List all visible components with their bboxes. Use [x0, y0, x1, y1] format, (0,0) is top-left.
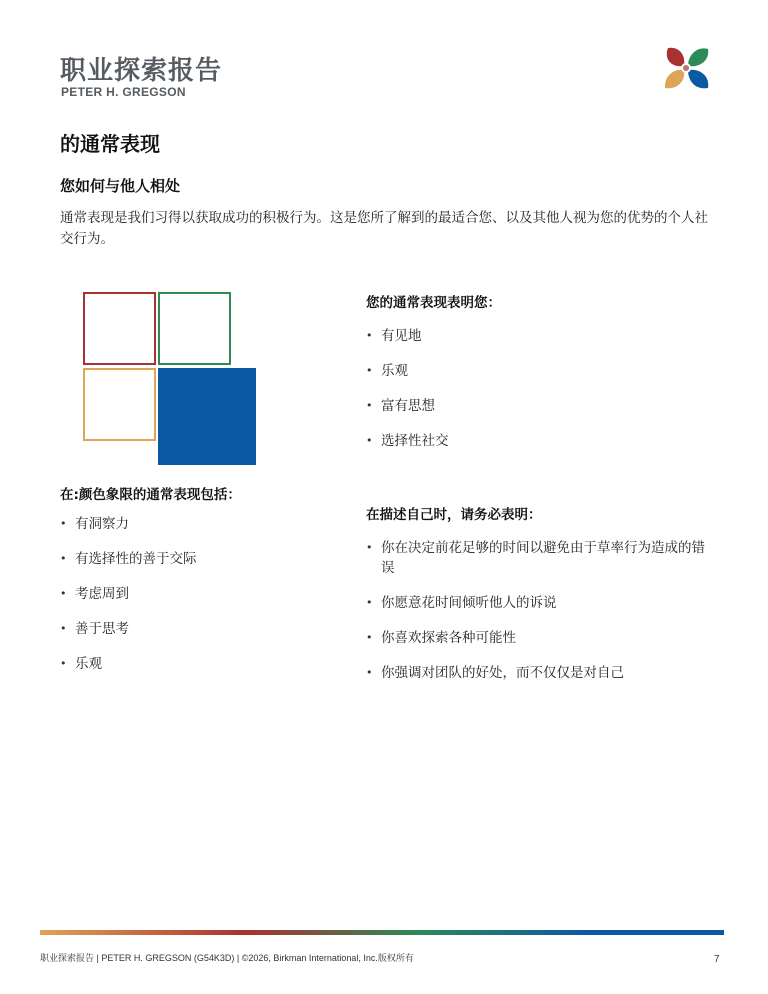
indicates-list	[366, 326, 706, 466]
footer-text: 职业探索报告 | PETER H. GREGSON (G54K3D) | ©2026, Birkman International, Inc.版权所有	[40, 953, 414, 963]
person-name: PETER H. GREGSON	[61, 85, 186, 99]
blue-quadrant	[158, 368, 256, 465]
list-item: • 有选择性的善于交际	[60, 549, 320, 569]
list-item: • 你喜欢探索各种可能性	[366, 628, 711, 648]
page-number: 7	[714, 954, 720, 965]
report-title: 职业探索报告	[60, 56, 223, 86]
yellow-quadrant	[83, 368, 156, 441]
section-subtitle: 您如何与他人相处	[60, 177, 181, 195]
section-title: 的通常表现	[60, 132, 160, 156]
green-quadrant	[158, 292, 231, 365]
list-item: • 善于思考	[60, 619, 320, 639]
describe-heading: 在描述自己时，请务必表明：	[366, 507, 542, 523]
red-quadrant	[83, 292, 156, 365]
list-item: • 选择性社交	[366, 431, 706, 451]
list-item: • 富有思想	[366, 396, 706, 416]
list-item: • 有洞察力	[60, 514, 320, 534]
quadrant-list	[60, 514, 320, 689]
quadrant-heading: 在:颜色象限的通常表现包括：	[60, 487, 241, 503]
list-item: • 有见地	[366, 326, 706, 346]
list-item: • 你愿意花时间倾听他人的诉说	[366, 593, 711, 613]
list-item: • 你强调对团队的好处，而不仅仅是对自己	[366, 663, 711, 683]
list-item: • 乐观	[60, 654, 320, 674]
intro-paragraph: 通常表现是我们习得以获取成功的积极行为。这是您所了解到的最适合您、以及其他人视为您的优势的个人社交行为。	[60, 210, 708, 247]
indicates-heading: 您的通常表现表明您：	[366, 295, 501, 311]
list-item: • 考虑周到	[60, 584, 320, 604]
list-item: • 乐观	[366, 361, 706, 381]
birkman-logo-icon	[660, 44, 712, 92]
list-item: • 你在决定前花足够的时间以避免由于草率行为造成的错误	[366, 538, 711, 578]
footer-color-bar	[40, 930, 724, 935]
describe-list	[366, 538, 711, 698]
